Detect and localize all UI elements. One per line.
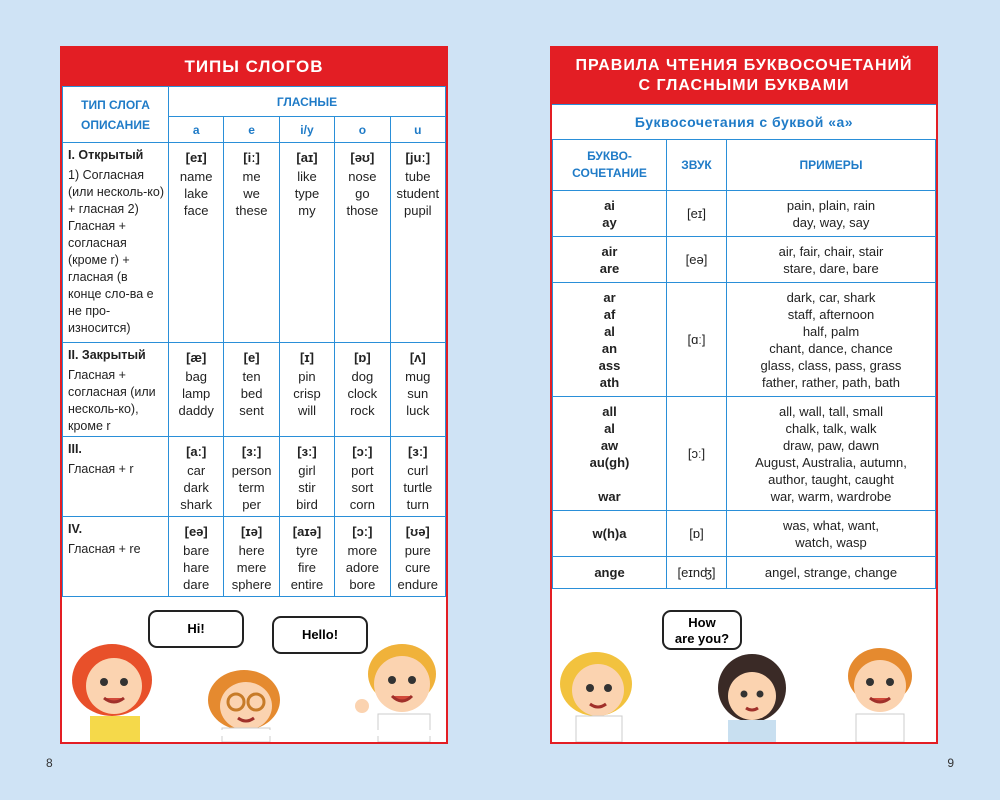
- combination-item: ath: [599, 374, 620, 390]
- example-word: nose: [348, 169, 377, 184]
- vowel-cell: [279, 437, 334, 517]
- example-word: person: [231, 463, 272, 478]
- vowel-cell: [390, 343, 445, 437]
- example-word: fire: [297, 560, 316, 575]
- girl-red-hair: [72, 644, 152, 742]
- letter-combinations-table: [552, 139, 936, 589]
- vowel-cell: [224, 343, 279, 437]
- example-word: tyre: [296, 543, 318, 558]
- vowel-cell: [390, 143, 445, 343]
- syllable-rule: Гласная + re: [68, 542, 141, 556]
- example-word: type: [294, 186, 320, 201]
- example-line: all, wall, tall, small: [778, 403, 884, 419]
- syllable-types-table: [62, 86, 446, 597]
- phonetic: [ɪ]: [300, 350, 314, 365]
- example-word: those: [346, 203, 379, 218]
- sound-header: ЗВУК: [667, 140, 727, 191]
- phonetic: [ɜː]: [297, 444, 317, 459]
- phonetic: [e]: [243, 350, 260, 365]
- example-word: ten: [242, 369, 261, 384]
- phonetic: [eɪ]: [185, 150, 207, 165]
- vowel-cell: [335, 517, 390, 597]
- vowel-2: i/y: [279, 117, 334, 143]
- combination-item: ange: [594, 565, 625, 580]
- phonetic: [aː]: [186, 444, 207, 459]
- example-word: me: [242, 169, 261, 184]
- example-word: these: [235, 203, 268, 218]
- examples: [727, 283, 936, 397]
- combination-item: al: [604, 420, 615, 436]
- sound: [eɪnʤ]: [667, 557, 727, 589]
- example-line: author, taught, caught: [768, 471, 894, 487]
- example-word: more: [347, 543, 378, 558]
- example-word: dare: [183, 577, 210, 592]
- example-word: pure: [404, 543, 431, 558]
- example-line: stare, dare, bare: [783, 260, 879, 276]
- example-word: lake: [184, 186, 209, 201]
- combination-item: ass: [598, 357, 621, 373]
- example-line: half, palm: [802, 323, 860, 339]
- combination-item: ai: [604, 197, 615, 213]
- reading-rules-title: [552, 48, 936, 104]
- reading-rules-panel: [550, 46, 938, 744]
- example-line: pain, plain, rain: [786, 197, 876, 213]
- combination-item: war: [598, 488, 621, 504]
- vowel-cell: [390, 517, 445, 597]
- example-word: per: [242, 497, 261, 512]
- example-word: name: [179, 169, 213, 184]
- vowel-cell: [390, 437, 445, 517]
- example-word: daddy: [178, 403, 214, 418]
- boy-waving: [355, 644, 436, 742]
- example-word: turtle: [403, 480, 433, 495]
- example-word: dark: [183, 480, 209, 495]
- examples: [727, 237, 936, 283]
- letter-combination: [553, 237, 667, 283]
- example-word: bed: [240, 386, 263, 401]
- example-word: clock: [347, 386, 378, 401]
- title-line-2: С ГЛАСНЫМИ БУКВАМИ: [638, 77, 850, 94]
- boy-right: [848, 648, 912, 742]
- speech-bubble-how-are-you: How are you?: [662, 610, 742, 650]
- syllable-rule: Гласная + r: [68, 462, 134, 476]
- example-word: face: [183, 203, 209, 218]
- syllable-description: [63, 143, 169, 343]
- example-word: car: [187, 463, 206, 478]
- girl-dark-hair: [718, 654, 786, 742]
- speech-bubble-hello: Hello!: [272, 616, 368, 654]
- vowel-cell: [169, 517, 224, 597]
- example-line: staff, afternoon: [787, 306, 875, 322]
- vowel-0: a: [169, 117, 224, 143]
- page-number-left: 8: [46, 756, 53, 770]
- phonetic: [əʊ]: [350, 150, 375, 165]
- syllable-row: [63, 343, 446, 437]
- title-line-1: ПРАВИЛА ЧТЕНИЯ БУКВОСОЧЕТАНИЙ: [575, 57, 913, 74]
- example-word: hare: [183, 560, 210, 575]
- syllable-name: III.: [68, 442, 82, 456]
- phonetic: [ɜː]: [241, 444, 262, 459]
- syllable-rule: 1) Согласная (или несколь-ко) + гласная 2) Гласная + согласная (кроме r) + гласная (в конце сло-ва e не про-износится): [68, 168, 164, 335]
- combination-row: [553, 191, 936, 237]
- example-line: dark, car, shark: [786, 289, 876, 305]
- syllable-description: [63, 343, 169, 437]
- letter-combination: [553, 191, 667, 237]
- syllable-row: [63, 437, 446, 517]
- combination-item: ay: [602, 214, 617, 230]
- letter-combination: [553, 397, 667, 511]
- combination-item: are: [599, 260, 620, 276]
- examples: [727, 397, 936, 511]
- combination-row: [553, 557, 936, 589]
- combination-item: al: [604, 323, 615, 339]
- letter-a-subtitle: Буквосочетания с буквой «а»: [552, 104, 936, 139]
- examples-header: ПРИМЕРЫ: [727, 140, 936, 191]
- example-line: was, what, want,: [782, 517, 880, 533]
- combination-item: aw: [600, 437, 619, 453]
- combination-header: БУКВО- СОЧЕТАНИЕ: [553, 140, 667, 191]
- combination-row: [553, 511, 936, 557]
- phonetic: [ɪə]: [241, 524, 263, 539]
- sound: [eə]: [667, 237, 727, 283]
- example-line: glass, class, pass, grass: [760, 357, 902, 373]
- example-word: endure: [397, 577, 439, 592]
- example-word: stir: [298, 480, 316, 495]
- phonetic: [ɔː]: [352, 444, 373, 459]
- example-line: war, warm, wardrobe: [770, 488, 892, 504]
- example-line: air, fair, chair, stair: [778, 243, 884, 259]
- example-word: sent: [239, 403, 264, 418]
- sound: [eɪ]: [667, 191, 727, 237]
- syllable-name: I. Открытый: [68, 148, 144, 162]
- phonetic: [aɪə]: [292, 524, 322, 539]
- vowel-cell: [279, 517, 334, 597]
- examples: [727, 191, 936, 237]
- vowel-4: u: [390, 117, 445, 143]
- combination-item: ar: [603, 289, 616, 305]
- example-word: luck: [406, 403, 430, 418]
- example-word: lamp: [182, 386, 211, 401]
- example-word: pin: [298, 369, 316, 384]
- sound: [ɑː]: [667, 283, 727, 397]
- example-word: cure: [405, 560, 431, 575]
- combination-item: an: [601, 340, 618, 356]
- kids-drawing-right: [552, 602, 936, 742]
- letter-combination: [553, 511, 667, 557]
- speech-bubble-hi: Hi!: [148, 610, 244, 648]
- vowel-cell: [335, 437, 390, 517]
- example-line: chalk, talk, walk: [785, 420, 877, 436]
- letter-combination: [553, 557, 667, 589]
- example-word: bare: [183, 543, 210, 558]
- kids-illustration-right: [552, 602, 936, 742]
- combination-item: w(h)a: [592, 526, 627, 541]
- phonetic: [eə]: [184, 524, 208, 539]
- sound: [ɒ]: [667, 511, 727, 557]
- example-line: draw, paw, dawn: [782, 437, 880, 453]
- example-line: day, way, say: [792, 214, 870, 230]
- vowel-1: e: [224, 117, 279, 143]
- example-line: chant, dance, chance: [769, 340, 893, 356]
- example-word: curl: [407, 463, 429, 478]
- example-word: bore: [349, 577, 376, 592]
- phonetic: [aɪ]: [296, 150, 318, 165]
- phonetic: [æ]: [186, 350, 207, 365]
- kids-drawing-left: [62, 602, 446, 742]
- example-word: sun: [407, 386, 429, 401]
- example-word: mug: [405, 369, 431, 384]
- example-word: rock: [350, 403, 375, 418]
- combination-item: all: [602, 403, 617, 419]
- example-line: father, rather, path, bath: [761, 374, 901, 390]
- vowel-cell: [169, 143, 224, 343]
- syllable-types-panel: [60, 46, 448, 744]
- phonetic: [iː]: [243, 150, 260, 165]
- syllable-types-title: ТИПЫ СЛОГОВ: [62, 48, 446, 86]
- combination-item: [553, 471, 666, 488]
- syllable-rule: Гласная + согласная (или несколь-ко), кроме r: [68, 368, 156, 433]
- phonetic: [ʊə]: [405, 524, 430, 539]
- examples: [727, 557, 936, 589]
- vowels-header: ГЛАСНЫЕ: [169, 87, 446, 117]
- syllable-description: [63, 437, 169, 517]
- example-word: crisp: [293, 386, 321, 401]
- combination-item: au(gh): [589, 454, 630, 470]
- phonetic: [ɜː]: [408, 444, 428, 459]
- type-description-header: ТИП СЛОГА ОПИСАНИЕ: [63, 87, 169, 143]
- example-word: entire: [290, 577, 324, 592]
- phonetic: [ɒ]: [354, 350, 371, 365]
- example-word: sphere: [231, 577, 272, 592]
- example-word: adore: [345, 560, 379, 575]
- vowel-cell: [169, 343, 224, 437]
- vowel-3: o: [335, 117, 390, 143]
- letter-combination: [553, 283, 667, 397]
- example-word: bag: [185, 369, 208, 384]
- combination-row: [553, 283, 936, 397]
- vowel-cell: [335, 343, 390, 437]
- syllable-row: [63, 143, 446, 343]
- vowel-cell: [279, 343, 334, 437]
- example-word: turn: [406, 497, 429, 512]
- kids-illustration-left: [62, 602, 446, 742]
- vowel-cell: [279, 143, 334, 343]
- combination-row: [553, 397, 936, 511]
- page-number-right: 9: [947, 756, 954, 770]
- combination-item: air: [601, 243, 618, 259]
- example-word: corn: [349, 497, 376, 512]
- example-line: watch, wasp: [795, 534, 867, 550]
- syllable-row: [63, 517, 446, 597]
- example-word: like: [297, 169, 317, 184]
- example-line: August, Australia, autumn,: [755, 454, 907, 470]
- vowel-cell: [224, 437, 279, 517]
- example-word: pupil: [404, 203, 432, 218]
- syllable-description: [63, 517, 169, 597]
- example-word: term: [238, 480, 265, 495]
- example-word: tube: [405, 169, 431, 184]
- example-word: go: [355, 186, 370, 201]
- combination-item: af: [603, 306, 616, 322]
- example-word: student: [396, 186, 440, 201]
- vowel-cell: [224, 143, 279, 343]
- example-line: angel, strange, change: [764, 565, 898, 580]
- example-word: mere: [236, 560, 267, 575]
- vowel-cell: [169, 437, 224, 517]
- sound: [ɔː]: [667, 397, 727, 511]
- phonetic: [ɔː]: [352, 524, 373, 539]
- example-word: girl: [298, 463, 316, 478]
- combination-row: [553, 237, 936, 283]
- example-word: will: [297, 403, 316, 418]
- example-word: port: [351, 463, 374, 478]
- example-word: we: [243, 186, 260, 201]
- example-word: here: [238, 543, 265, 558]
- vowel-cell: [224, 517, 279, 597]
- phonetic: [juː]: [405, 150, 431, 165]
- examples: [727, 511, 936, 557]
- example-word: bird: [296, 497, 318, 512]
- syllable-name: IV.: [68, 522, 83, 536]
- example-word: shark: [180, 497, 213, 512]
- phonetic: [ʌ]: [409, 350, 426, 365]
- example-word: sort: [351, 480, 374, 495]
- vowel-cell: [335, 143, 390, 343]
- example-word: dog: [351, 369, 374, 384]
- syllable-name: II. Закрытый: [68, 348, 146, 362]
- girl-blonde: [560, 652, 632, 742]
- example-word: my: [298, 203, 316, 218]
